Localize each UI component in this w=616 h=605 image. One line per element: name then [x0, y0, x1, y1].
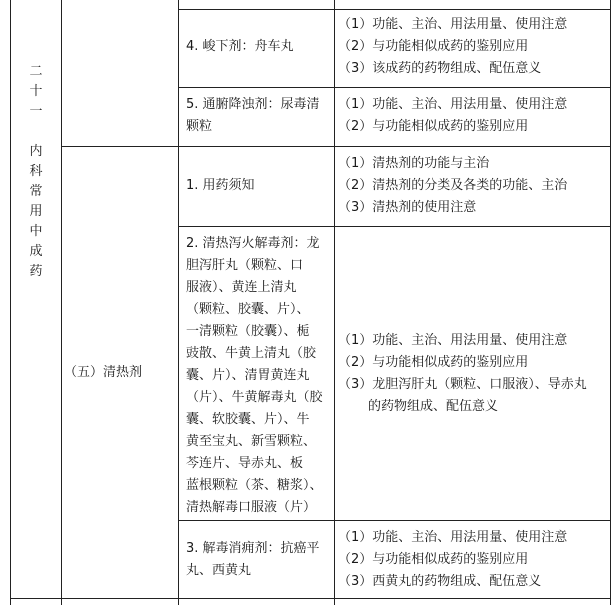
subject-line: （颗粒、胶囊、片）、 — [186, 302, 310, 317]
requirement-line: （2）清热剂的分类及各类的功能、主治 — [338, 178, 568, 193]
subject-line: 囊、软胶囊、片）、牛 — [186, 412, 310, 427]
table-divider-1 — [61, 0, 62, 605]
section-title-char: 药 — [29, 264, 43, 279]
row-subject — [186, 538, 320, 582]
section-title-char: 科 — [29, 164, 43, 179]
subject-line: 3. 解毒消痈剂：抗癌平 — [186, 541, 320, 556]
row-border-2-3 — [178, 520, 611, 521]
section-title-char: 二 — [29, 64, 43, 79]
requirement-line: （2）与功能相似成药的鉴别应用 — [338, 552, 529, 567]
subject-line: 胆泻肝丸（颗粒、口 — [186, 258, 304, 273]
table-border-right — [610, 0, 611, 605]
subject-line: 1. 用药须知 — [186, 178, 255, 193]
requirement-line: （1）功能、主治、用法用量、使用注意 — [338, 17, 568, 32]
subject-line: （片）、牛黄解毒丸（胶 — [186, 390, 323, 405]
section-title-char: 内 — [29, 144, 43, 159]
row-subject — [186, 175, 255, 197]
section-title-char: 成 — [29, 244, 43, 259]
row-subject — [186, 94, 320, 138]
requirement-line: （3）清热剂的使用注意 — [338, 200, 477, 215]
subject-line: 囊、片）、清胃黄连丸 — [186, 368, 310, 383]
row-requirements — [338, 153, 567, 219]
section-title-char — [26, 122, 46, 142]
row-requirements — [338, 14, 567, 80]
subject-line: 清热解毒口服液（片） — [186, 500, 317, 515]
subject-line: 丸、西黄丸 — [186, 563, 252, 578]
requirement-line: （3）该成药的药物组成、配伍意义 — [338, 61, 542, 76]
table-border-bottom — [10, 598, 611, 599]
row-border-5-category — [61, 146, 611, 147]
requirement-line: 的药物组成、配伍意义 — [368, 399, 499, 414]
subject-line: 一清颗粒（胶囊）、栀 — [186, 324, 310, 339]
section-title-vertical — [26, 62, 46, 282]
requirement-line: （3）龙胆泻肝丸（颗粒、口服液）、导赤丸 — [338, 377, 587, 392]
section-title-char: 中 — [29, 224, 43, 239]
row-subject — [186, 36, 294, 58]
table-divider-2 — [178, 0, 179, 605]
row-requirements — [338, 527, 567, 593]
subject-line: 服液）、黄连上清丸 — [186, 280, 297, 295]
row-requirements — [338, 94, 567, 138]
subject-line: 芩连片、导赤丸、板 — [186, 456, 304, 471]
table-divider-3 — [334, 0, 335, 605]
row-border-1-2 — [178, 226, 611, 227]
row-border-4-5 — [178, 87, 611, 88]
requirement-line: （2）与功能相似成药的鉴别应用 — [338, 39, 529, 54]
requirement-line: （1）功能、主治、用法用量、使用注意 — [338, 333, 568, 348]
section-title-char: 用 — [29, 204, 43, 219]
section-title-char: 常 — [29, 184, 43, 199]
subject-line: 4. 峻下剂：舟车丸 — [186, 39, 294, 54]
requirement-line: （1）功能、主治、用法用量、使用注意 — [338, 97, 568, 112]
requirement-line: （2）与功能相似成药的鉴别应用 — [338, 355, 529, 370]
section-title-char: 十 — [29, 84, 43, 99]
row-border-top-4 — [178, 9, 611, 10]
subject-line: 5. 通腑降浊剂：尿毒清 — [186, 97, 320, 112]
subject-line: 豉散、牛黄上清丸（胶 — [186, 346, 317, 361]
requirement-line: （1）清热剂的功能与主治 — [338, 156, 490, 171]
subject-line: 2. 清热泻火解毒剂：龙 — [186, 236, 320, 251]
subject-line: 颗粒 — [186, 119, 213, 134]
subject-line: 黄至宝丸、新雪颗粒、 — [186, 434, 317, 449]
requirement-line: （2）与功能相似成药的鉴别应用 — [338, 119, 529, 134]
row-subject — [186, 233, 323, 519]
subject-line: 蓝根颗粒（茶、糖浆）、 — [186, 478, 323, 493]
requirement-line: （3）西黄丸的药物组成、配伍意义 — [338, 574, 542, 589]
requirement-line: （1）功能、主治、用法用量、使用注意 — [338, 530, 568, 545]
section-title-char: 一 — [29, 104, 43, 119]
row-requirements — [338, 330, 587, 418]
category-label: （五）清热剂 — [64, 365, 143, 380]
table-border-left — [10, 0, 11, 605]
